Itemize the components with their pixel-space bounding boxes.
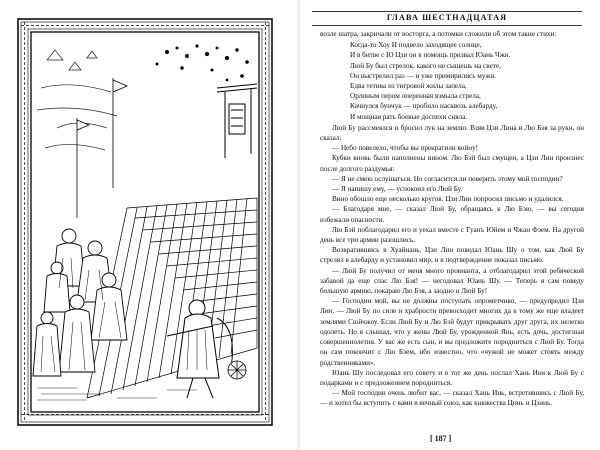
paragraph: — Мой господин очень любит вас, — сказал Хань Инь, встретившись с Люй Бу, — и хотел бы вступить с вами в вечный союз, как княжества Цинь и Цзинь. [320, 389, 584, 408]
paragraph: Кубки вновь были наполнены вином. Лю Бэй был смущен, а Цзи Лин произнес после долгого раздумья: [320, 154, 584, 173]
paragraph: Лю Бэй поблагодарил его и уехал вместе с Гуанъ Юйем и Чжан Фэем. На другой день все три армии разошлись. [320, 225, 584, 245]
poem-line: Качнулся бунчук — пробило насквозь алебарду, [350, 102, 498, 111]
illustration-frame-icon [17, 18, 273, 426]
poem-line: Орлиным пером оперенная взмыла стрела, [350, 92, 481, 101]
paragraph: — Небо повелело, чтобы вы прекратили войну! [332, 144, 479, 153]
poem-line: Когда-то Хоу И подвело заходящее солнце, [350, 41, 482, 50]
illustration [17, 18, 273, 426]
running-header [312, 11, 582, 26]
paragraph: Люй Бу рассмеялся и бросил лук на землю. Взяв Цзи Лина и Лю Бэя за руки, он сказал: [320, 123, 584, 143]
poem-line: И в битве с Ю Цзи он в помощь призвал Юань Чжи. [350, 51, 511, 60]
paragraph: Юань Шу последовал его совету и в тот же день послал Хань Иня к Люй Бу с подарками и с предложением породниться. [320, 368, 584, 387]
paragraph: Возвратившись в Хуайнань, Цзи Лин поведал Юань Шу о том, как Люй Бу стрелял в алебарду и установил мир, и в подтверждение показал письмо. [320, 246, 584, 265]
chapter-title: ГЛАВА ШЕСТНАДЦАТАЯ [386, 13, 508, 22]
poem-line: Он выстрелил раз — и уже примирились мужи. [350, 71, 496, 80]
body-text [320, 29, 584, 409]
paragraph: — Я не смею ослушаться. Но согласится ли поверить этому мой господин? [332, 174, 563, 183]
paragraph: Вино обошло еще несколько кругов. Цзи Лин попросил письмо и удалился. [332, 195, 564, 204]
paragraph: — Люй Бу получил от меня много провианта, а отблагодарил этой ребяческой забавой да еще спас Лю Бэя! — негодовал Юань Шу. — Теперь я сам поведу большую армию, покараю Лю Бэя, а заодно и Люй Бу! [320, 266, 584, 296]
paragraph: — Господин мой, вы не должны поступать опрометчиво, — предупредил Цзи Лин. — Люй Бу по силе и храбрости превосходит многих да к тому же еще владеет землями Сюйчжоу. Если Люй Бу и Лю Бэй будут прикрывать друг друга, их нелегко одолеть. Но я слышал, что у жены Люй Бу, урожденной Янь, есть дочь, достигшая совершеннолетия. У вас же есть сын, и вы предложите породниться с Люй Бу. Тогда он сам покончит с Лю Бэем, ибо известно, что «чужой не может стоять между родственниками». [320, 297, 584, 367]
poem-line: И мощная рать боевые доспехи сняла. [350, 112, 468, 121]
page-number: [ 187 ] [430, 434, 452, 443]
paragraph: возле шатра, закричали от восторга, а потомки сложили об этом такие стихи: [320, 30, 557, 38]
poem [350, 40, 584, 122]
paragraph: — Благодаря мне, — сказал Люй Бу, обращаясь к Лю Бэю, — вы сегодня избежали опасности. [320, 205, 584, 224]
poem-line: Люй Бу был стрелок, какого не сыщешь на свете, [350, 61, 501, 70]
paragraph: — Я напишу ему, — успокоил его Люй Бу. [332, 185, 463, 194]
poem-line: Едва тетива из тигровой жилы запела, [350, 82, 467, 91]
